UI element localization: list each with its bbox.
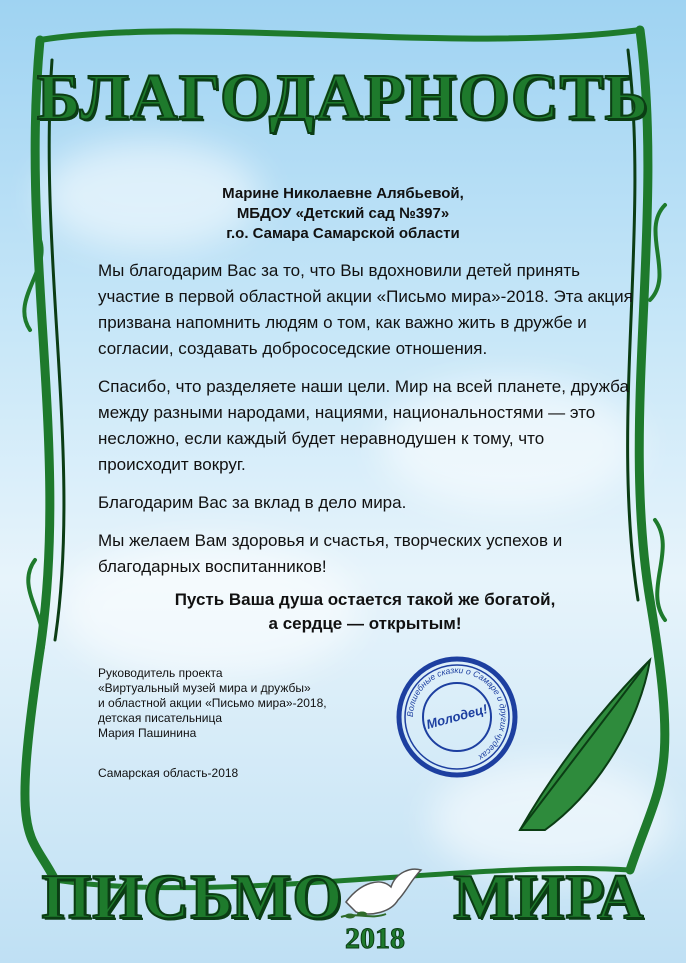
- signature-block: [98, 666, 418, 741]
- recipient-block: [0, 184, 686, 244]
- signature-line: детская писательница: [98, 711, 223, 725]
- recipient-organization: МБДОУ «Детский сад №397»: [236, 205, 450, 222]
- stamp-ring-text: Волшебные сказки о Самаре и других чудесах: [404, 664, 510, 763]
- paragraph: Спасибо, что разделяете наши цели. Мир на всей планете, дружба между разными народами, нациями, национальностями — это несложно, если каждый будет неравнодушен к тому, что происходит вокруг.: [98, 377, 629, 474]
- footer-word: МИРА: [453, 861, 645, 932]
- footer-word: ПИСЬМО: [41, 861, 344, 932]
- footer-year: 2018: [345, 922, 405, 955]
- closing-line: Пусть Ваша душа остается такой же богатой,: [174, 590, 556, 609]
- feather-icon: [520, 660, 650, 830]
- recipient-city: г.о. Самара Самарской области: [226, 225, 460, 242]
- closing-line: а сердце — открытым!: [268, 614, 462, 633]
- signature-line: «Виртуальный музей мира и дружбы»: [98, 681, 311, 695]
- signature-line: Мария Пашинина: [98, 726, 197, 740]
- stamp-center-text: Молодец!: [424, 701, 490, 732]
- signature-line: Руководитель проекта: [98, 666, 223, 680]
- paragraph: Мы благодарим Вас за то, что Вы вдохновили детей принять участие в первой областной акции «Письмо мира»-2018. Эта акция призвана напомнить людям о том, как важно жить в дружбе и согласии, создавать добрососедские отношения.: [98, 261, 633, 358]
- paragraph: Мы желаем Вам здоровья и счастья, творческих успехов и благодарных воспитанников!: [98, 531, 563, 576]
- paragraph: Благодарим Вас за вклад в дело мира.: [98, 493, 407, 512]
- signature-line: и областной акции «Письмо мира»-2018,: [98, 696, 327, 710]
- closing-wish: [0, 588, 686, 636]
- page-title: БЛАГОДАРНОСТЬ: [36, 61, 650, 134]
- recipient-name: Марине Николаевне Алябьевой,: [222, 185, 464, 202]
- stamp-icon: [392, 652, 522, 782]
- body-text: [98, 258, 638, 592]
- stamp: [392, 652, 522, 782]
- signature-place: Самарская область-2018: [98, 766, 239, 780]
